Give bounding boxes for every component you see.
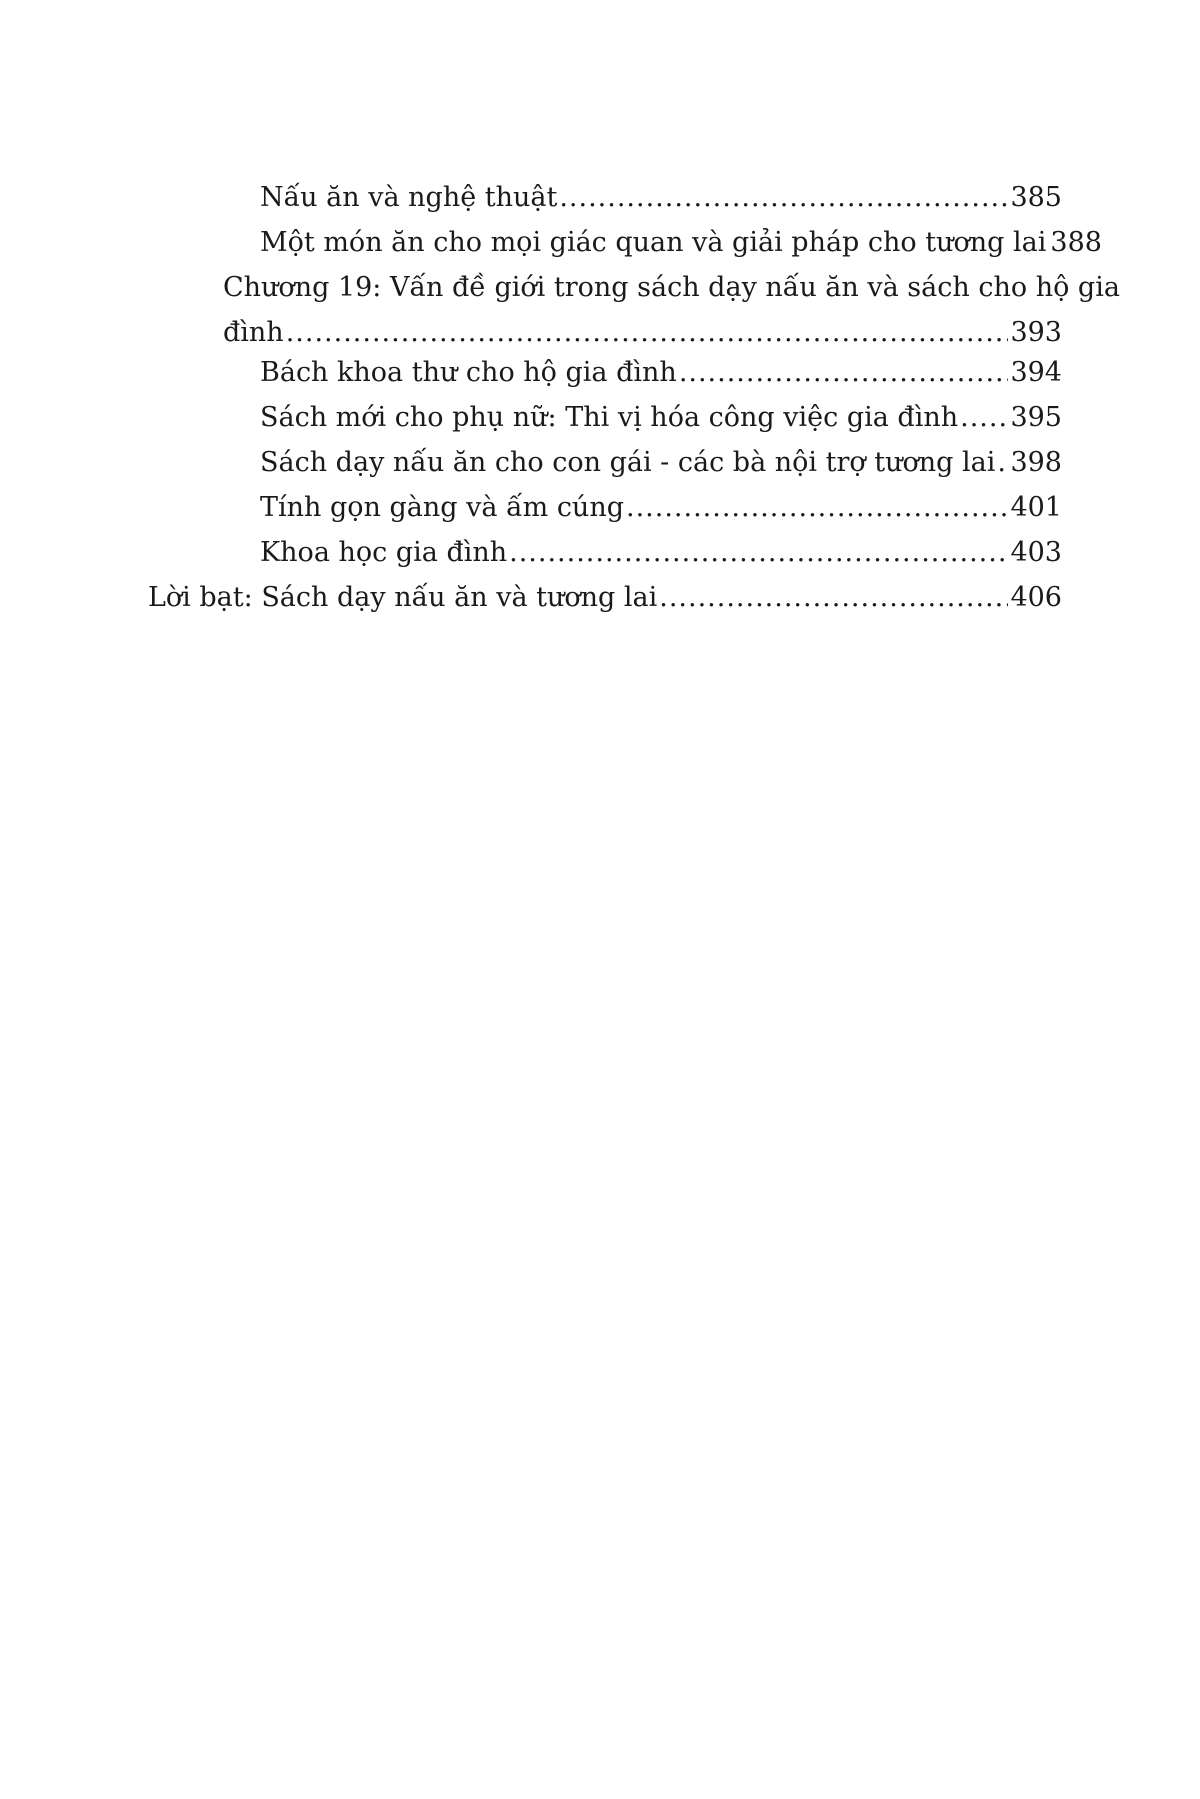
toc-entry-title: Khoa học gia đình bbox=[260, 537, 508, 568]
toc-chapter-title-line1[interactable]: Chương 19: Vấn đề giới trong sách dạy nấu ăn và sách cho hộ gia bbox=[223, 272, 1120, 303]
dot-leader bbox=[997, 441, 1008, 485]
toc-entry-page: 401 bbox=[1010, 492, 1062, 523]
toc-entry-page: 403 bbox=[1010, 537, 1062, 568]
toc-entry-page: 394 bbox=[1010, 357, 1062, 388]
toc-entry-title: Sách mới cho phụ nữ: Thi vị hóa công việc gia đình bbox=[260, 402, 959, 433]
dot-leader bbox=[559, 176, 1008, 220]
toc-entry-title: đình bbox=[223, 317, 284, 348]
toc-entry-title: Bách khoa thư cho hộ gia đình bbox=[260, 357, 677, 388]
toc-entry-title: Nấu ăn và nghệ thuật bbox=[260, 182, 558, 213]
toc-entry[interactable] bbox=[260, 396, 1062, 440]
toc-entry-title: Lời bạt: Sách dạy nấu ăn và tương lai bbox=[148, 582, 658, 613]
dot-leader bbox=[626, 486, 1008, 530]
toc-entry-page: 395 bbox=[1010, 402, 1062, 433]
toc-entry[interactable] bbox=[260, 531, 1062, 575]
toc-entry-page: 398 bbox=[1010, 447, 1062, 478]
toc-entry[interactable] bbox=[260, 486, 1062, 530]
toc-entry[interactable] bbox=[148, 576, 1062, 620]
toc-entry-title: Tính gọn gàng và ấm cúng bbox=[260, 492, 624, 523]
toc-entry[interactable] bbox=[223, 311, 1062, 355]
toc-entry-page: 388 bbox=[1050, 227, 1102, 258]
toc-entry-title: Một món ăn cho mọi giác quan và giải pháp cho tương lai bbox=[260, 227, 1047, 258]
dot-leader bbox=[659, 576, 1008, 620]
toc-entry-title: Sách dạy nấu ăn cho con gái - các bà nội trợ tương lai bbox=[260, 447, 996, 478]
toc-entry[interactable] bbox=[260, 441, 1062, 485]
dot-leader bbox=[286, 311, 1009, 355]
toc-entry-page: 385 bbox=[1010, 182, 1062, 213]
dot-leader bbox=[679, 351, 1009, 395]
toc-entry[interactable] bbox=[260, 351, 1062, 395]
dot-leader bbox=[960, 396, 1008, 440]
dot-leader bbox=[509, 531, 1008, 575]
toc-entry[interactable] bbox=[260, 176, 1062, 220]
toc-entry-page: 393 bbox=[1010, 317, 1062, 348]
toc-entry-page: 406 bbox=[1010, 582, 1062, 613]
toc-entry[interactable] bbox=[260, 221, 1102, 265]
